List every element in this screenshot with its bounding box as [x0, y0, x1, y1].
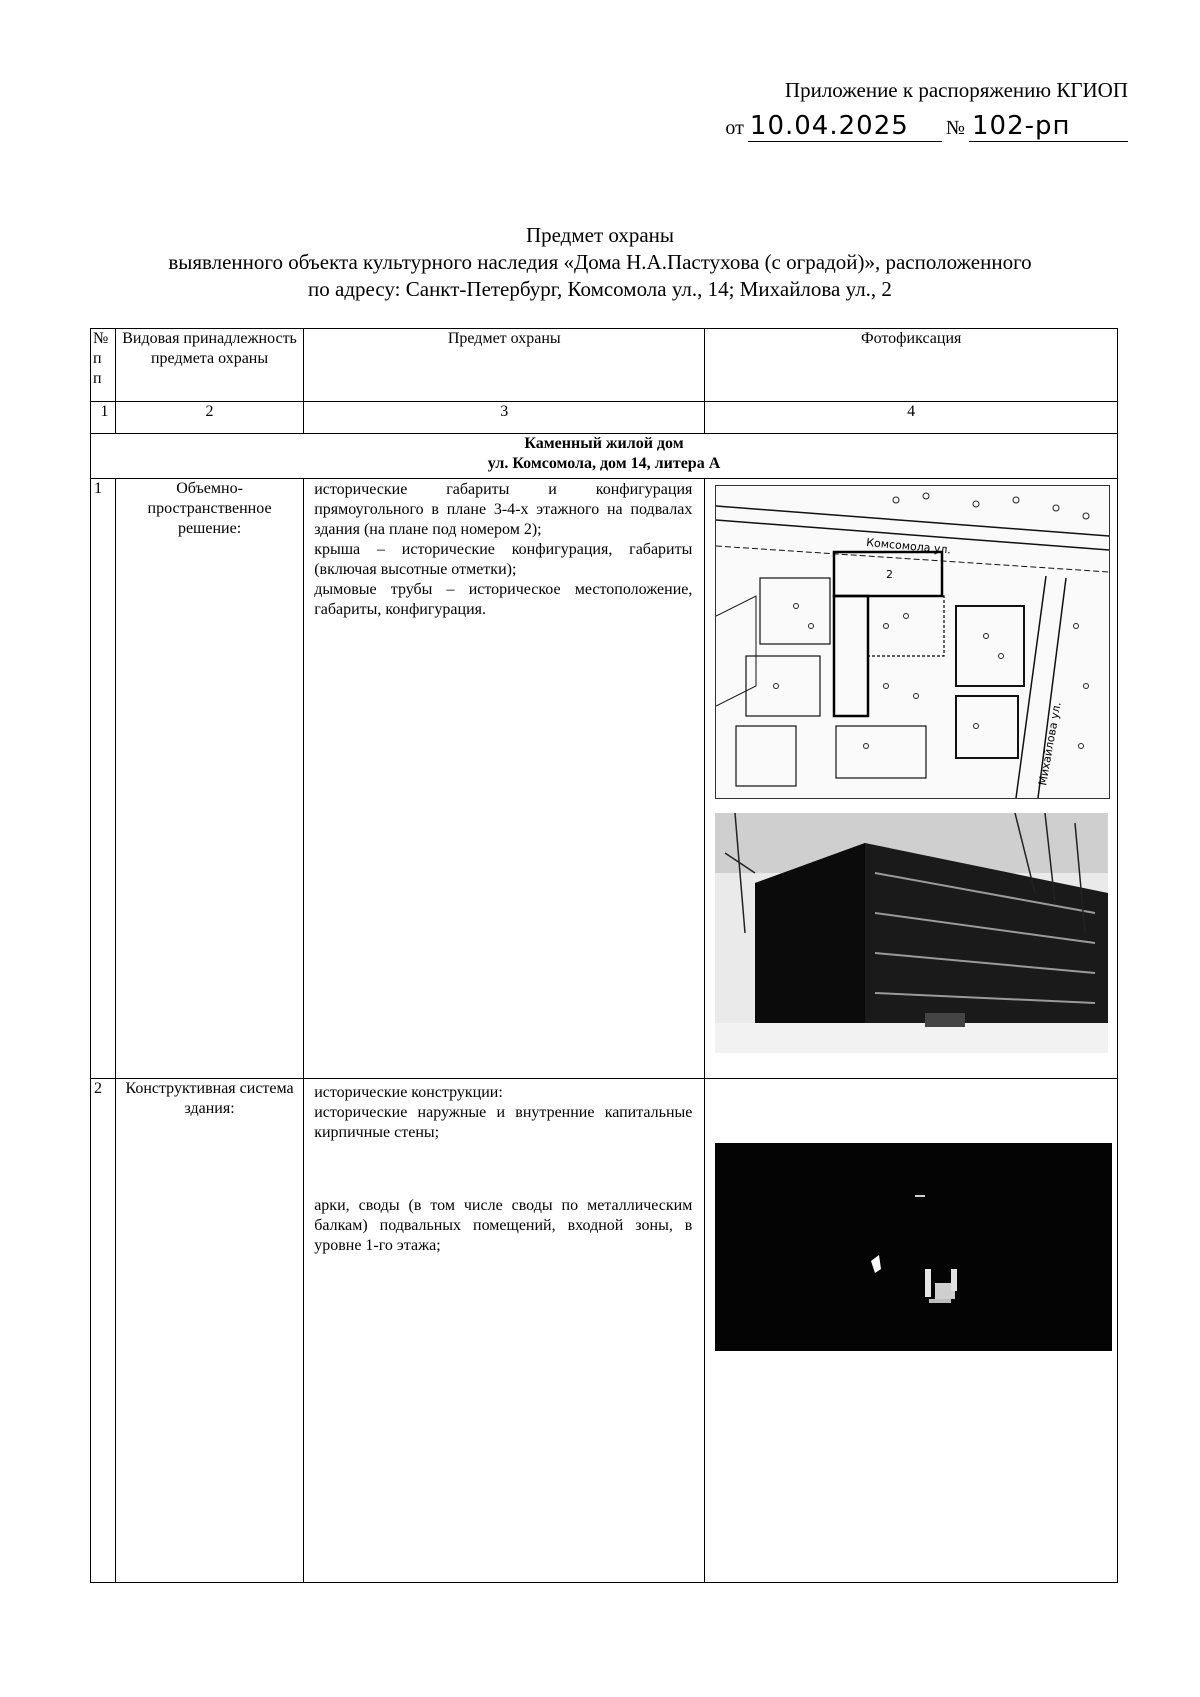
- table-row: [91, 1079, 1118, 1583]
- site-plan-drawing: [716, 486, 1109, 798]
- description-paragraph: арки, своды (в том числе своды по металлическим балкам) подвальных помещений, входной зоны, в уровне 1-го этажа;: [314, 1197, 693, 1254]
- table-row: [91, 479, 1118, 1079]
- row-kind: Конструктивная система здания:: [115, 1079, 303, 1583]
- description-paragraph: крыша – исторические конфигурация, габариты (включая высотные отметки);: [314, 541, 693, 578]
- row-photos: [705, 1079, 1118, 1583]
- column-numbers-row: [91, 402, 1118, 434]
- map-plan-number: 2: [886, 568, 894, 581]
- column-number-4: 4: [705, 402, 1118, 434]
- number-sign: №: [945, 117, 965, 139]
- section-row: [91, 434, 1118, 479]
- row-photos: [705, 479, 1118, 1079]
- row-number: 2: [91, 1079, 116, 1583]
- table-header-row: [91, 329, 1118, 402]
- handwritten-date: 10.04.2025: [748, 111, 942, 142]
- handwritten-number: 102-рп: [969, 111, 1128, 142]
- description-paragraph: исторические наружные и внутренние капитальные кирпичные стены;: [314, 1104, 693, 1141]
- header-subject: Предмет охраны: [304, 329, 705, 402]
- building-facade-photo: [715, 813, 1108, 1053]
- document-title: [80, 222, 1120, 303]
- row-kind: Объемно-пространственное решение:: [115, 479, 303, 1079]
- appendix-date-number: [708, 111, 1128, 142]
- column-number-1: 1: [91, 402, 116, 434]
- facade-photo-drawing: [715, 813, 1108, 1053]
- section-title: [91, 434, 1118, 479]
- section-line-1: Каменный жилой дом: [524, 435, 684, 452]
- vault-photo-drawing: [715, 1143, 1112, 1351]
- title-line-1: Предмет охраны: [525, 223, 675, 247]
- appendix-line: Приложение к распоряжению КГИОП: [784, 78, 1128, 102]
- site-plan-map-image: [715, 485, 1110, 799]
- header-photo: Фотофиксация: [705, 329, 1118, 402]
- row-description: [304, 1079, 705, 1583]
- title-line-2: выявленного объекта культурного наследия «Дома Н.А.Пастухова (с оградой)», расположенного: [168, 250, 1032, 274]
- header-number: № п п: [91, 329, 116, 402]
- description-paragraph: исторические конструкции:: [314, 1084, 503, 1101]
- section-line-2: ул. Комсомола, дом 14, литера А: [487, 455, 721, 472]
- header-kind: Видовая принадлежность предмета охраны: [115, 329, 303, 402]
- protection-subject-table: [90, 328, 1118, 1583]
- column-number-2: 2: [115, 402, 303, 434]
- column-number-3: 3: [304, 402, 705, 434]
- map-street-label-2: Михайлова ул.: [1036, 700, 1064, 787]
- row-description: [304, 479, 705, 1079]
- row-number: 1: [91, 479, 116, 1079]
- appendix-block: [708, 78, 1128, 142]
- interior-vault-photo: [715, 1143, 1112, 1351]
- map-street-label-1: Комсомола ул.: [866, 536, 952, 557]
- description-paragraph: исторические габариты и конфигурация прямоугольного в плане 3-4-х этажного на подвалах здания (на плане под номером 2);: [314, 481, 693, 538]
- from-prefix: от: [725, 117, 744, 139]
- title-line-3: по адресу: Санкт-Петербург, Комсомола ул., 14; Михайлова ул., 2: [308, 277, 892, 301]
- description-paragraph: дымовые трубы – историческое местоположение, габариты, конфигурация.: [314, 581, 693, 618]
- spacer: [314, 1143, 692, 1196]
